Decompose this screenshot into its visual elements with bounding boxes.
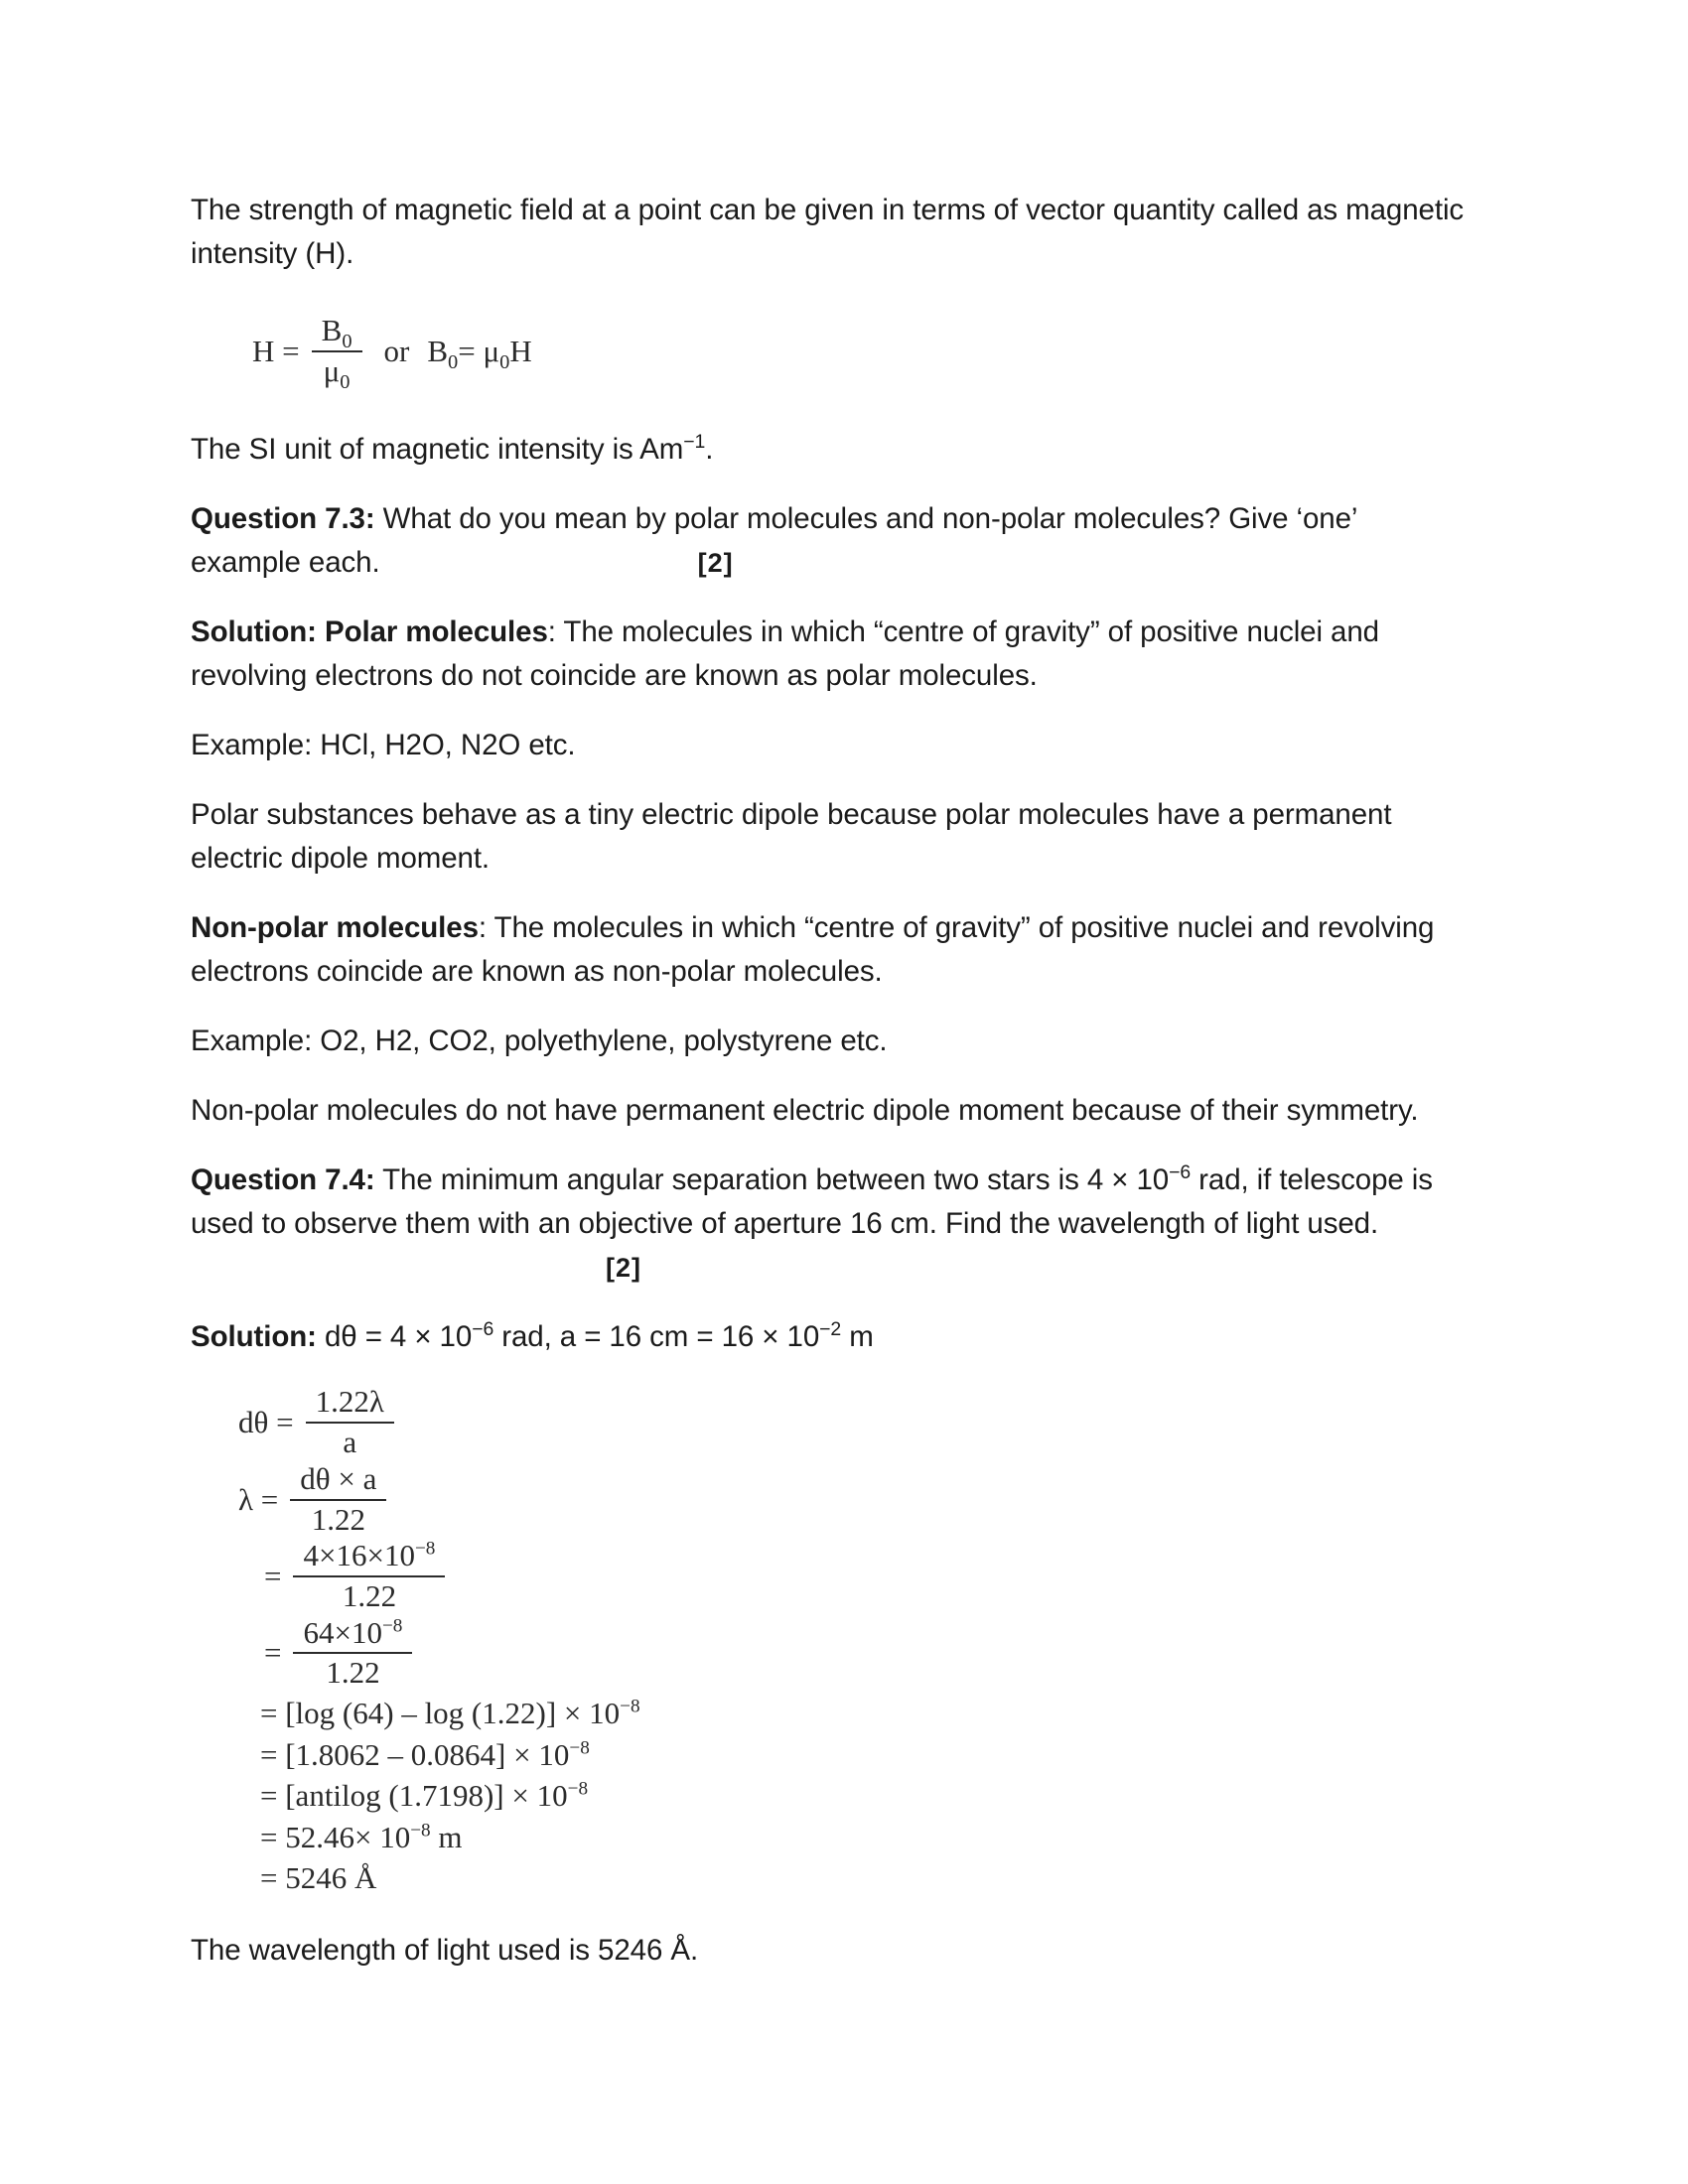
given-3: m	[841, 1320, 874, 1354]
solution-7-3-nonpolar	[191, 906, 1472, 994]
derivation-step-1	[238, 1385, 1472, 1459]
si-unit-line	[191, 428, 1472, 472]
step-3-numerator: $4\times 16\times 10^{-8}$	[303, 1538, 436, 1573]
step-4-numerator: $64\times 10^{-8}$	[303, 1614, 403, 1650]
question-7-4-exponent: −6	[1169, 1161, 1192, 1184]
derivation-step-3	[264, 1539, 1472, 1613]
formula-connector: or	[383, 333, 410, 368]
derivation-step-4	[264, 1616, 1472, 1691]
question-7-3-label: Question 7.3:	[191, 502, 375, 536]
step-4-denominator: 1.22	[293, 1652, 412, 1691]
step-2-fraction	[290, 1462, 386, 1537]
intro-paragraph: The strength of magnetic field at a point can be given in terms of vector quantity called as magnetic intensity (H).	[191, 194, 1465, 270]
derivation-line-8: = $52.46\times 10^{-8}$ m	[260, 1819, 463, 1854]
example-polar: Example: HCl, H2O, N2O etc.	[191, 729, 576, 762]
derivation-line-7: = [antilog $(1.7198)] \times 10^{-8}$	[260, 1778, 589, 1814]
derivation-line-5: = [log $(64) - \log (1.22)] \times 10^{-8}$	[260, 1696, 640, 1731]
nonpolar-lead: Non-polar molecules	[191, 911, 479, 945]
step-1-lhs: dθ =	[238, 1405, 294, 1440]
step-1-denominator: a	[306, 1422, 394, 1460]
formula-rhs: $B_0= \mu_0H$	[427, 333, 532, 373]
si-unit-text: The SI unit of magnetic intensity is Am	[191, 433, 684, 467]
step-2-lhs: λ =	[238, 1481, 279, 1517]
wavelength-derivation	[238, 1385, 1472, 1898]
step-4-fraction	[293, 1616, 412, 1691]
question-7-4-label: Question 7.4:	[191, 1163, 375, 1197]
step-1-fraction	[306, 1385, 394, 1459]
question-7-4-marks: [2]	[606, 1253, 641, 1284]
given-exp-1: −6	[472, 1318, 494, 1341]
question-7-4	[191, 1159, 1472, 1290]
formula-fraction	[312, 313, 362, 393]
formula-numerator: $B_0$	[321, 313, 352, 353]
conclusion-line: The wavelength of light used is 5246 Å.	[191, 1933, 699, 1967]
formula-lhs: H =	[252, 333, 300, 368]
si-unit-exponent: −1	[683, 431, 706, 454]
given-1: dθ = 4 × 10	[316, 1320, 473, 1354]
formula-row	[252, 313, 1472, 393]
question-7-3-marks: [2]	[697, 548, 734, 579]
given-exp-2: −2	[819, 1318, 842, 1341]
step-2-denominator: 1.22	[290, 1499, 386, 1538]
derivation-step-2	[238, 1462, 1472, 1537]
example-nonpolar: Example: O2, H2, CO2, polyethylene, polystyrene etc.	[191, 1024, 888, 1058]
nonpolar-note: Non-polar molecules do not have permanent electric dipole moment because of their symmetry.	[191, 1094, 1419, 1128]
given-2: rad, a = 16 cm = 16 × 10	[493, 1320, 820, 1354]
step-1-numerator: 1.22λ	[315, 1384, 384, 1420]
solution-7-3-polar	[191, 611, 1472, 698]
polar-note: Polar substances behave as a tiny electric dipole because polar molecules have a permanent electric dipole moment.	[191, 798, 1392, 876]
step-3-denominator: 1.22	[293, 1575, 445, 1614]
si-unit-period: .	[705, 433, 714, 467]
question-7-4-text-1: The minimum angular separation between two stars is 4 × 10	[374, 1163, 1170, 1197]
solution-7-3-lead: Solution: Polar molecules	[191, 615, 548, 649]
question-7-3	[191, 497, 1472, 585]
magnetic-intensity-formula	[252, 313, 1472, 393]
nonpolar-body: : The molecules in which “centre of gravity” of positive nuclei and revolving electrons coincide are known as non-polar molecules.	[191, 911, 1435, 989]
solution-7-4-given	[191, 1315, 1472, 1359]
question-7-4-text-2: rad, if telescope is used to observe them with an objective of aperture 16 cm. Find the wavelength of light used.	[191, 1163, 1433, 1241]
step-4-lhs: =	[264, 1635, 282, 1671]
step-3-fraction	[293, 1539, 445, 1613]
derivation-line-9: = 5246 Å	[260, 1860, 377, 1896]
question-7-3-text: What do you mean by polar molecules and non-polar molecules? Give ‘one’ example each.	[191, 502, 1357, 580]
solution-7-4-label: Solution:	[191, 1320, 317, 1354]
step-2-numerator: dθ × a	[300, 1460, 377, 1496]
derivation-line-6: = $[1.8062 - 0.0864] \times 10^{-8}$	[260, 1736, 590, 1772]
formula-denominator: $\mu_0$	[312, 350, 362, 389]
step-3-lhs: =	[264, 1559, 282, 1594]
solution-7-3-body: : The molecules in which “centre of gravity” of positive nuclei and revolving electrons do not coincide are known as polar molecules.	[191, 615, 1379, 693]
document-content	[191, 189, 1472, 1998]
